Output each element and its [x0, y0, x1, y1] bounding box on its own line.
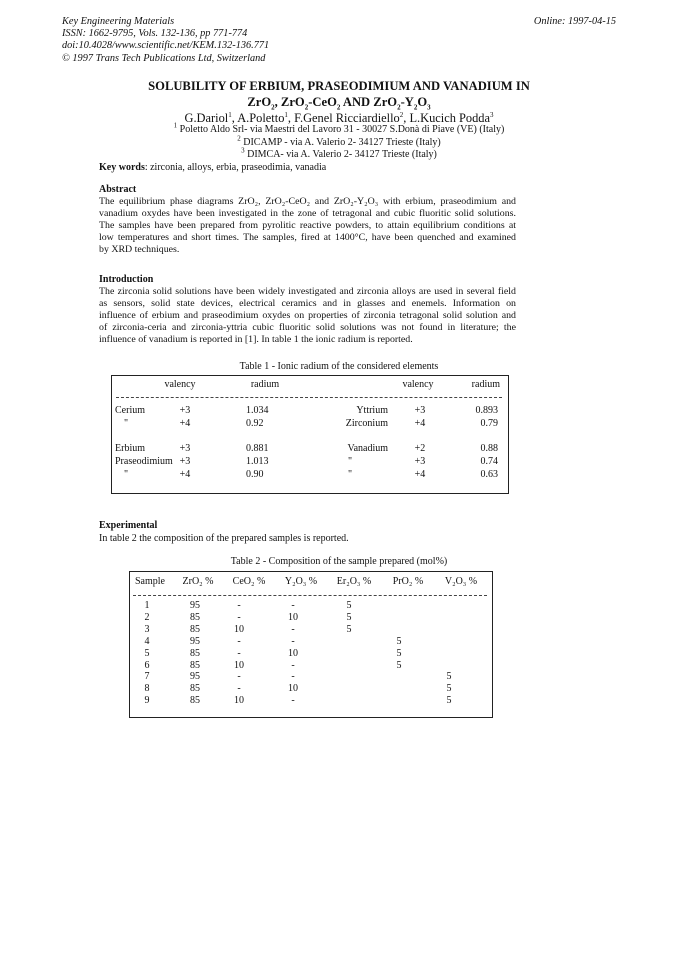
table2-cell: 5 — [346, 600, 352, 611]
abstract-line: The equilibrium phase diagrams ZrO₂, ZrO₂-CeO₂ and ZrO₂-Y₂O₃ with erbium, praseodimium and — [99, 196, 516, 207]
table1-header: radium — [250, 379, 280, 390]
table2-cell: - — [237, 683, 241, 695]
table1-element: Zirconium — [345, 418, 388, 429]
table2-cell: 95 — [190, 635, 200, 647]
table2-cell: 85 — [190, 695, 200, 707]
table2-cell: - — [237, 600, 241, 611]
table1-caption: Table 1 - Ionic radium of the considered elements — [239, 361, 439, 372]
table2-cell: 10 — [234, 623, 244, 635]
experimental-text: In table 2 the composition of the prepared samples is reported. — [99, 533, 349, 544]
journal-header — [62, 16, 269, 65]
table1-element: Praseodimium — [115, 456, 173, 467]
table2-caption: Table 2 - Composition of the sample prepared (mol%) — [230, 556, 448, 567]
table2-cell: 5 — [346, 611, 352, 623]
table1-radium: 0.63 — [480, 469, 498, 480]
table2-cell: 5 — [446, 671, 452, 683]
table1-divider — [116, 397, 502, 398]
table2-cell: 85 — [190, 659, 200, 671]
table1-radium: 0.88 — [480, 443, 498, 454]
introduction-line: influence of erbium and praseodimium oxydes on properties of zirconia tetragonal solid solution and — [99, 310, 516, 322]
doi-line: doi:10.4028/www.scientific.net/KEM.132-136.771 — [62, 40, 270, 52]
abstract-heading: Abstract — [99, 184, 137, 195]
table1-valency: +3 — [179, 443, 191, 454]
table2-cell: 95 — [190, 600, 200, 611]
online-date: Online: 1997-04-15 — [533, 16, 616, 27]
abstract-line: by XRD techniques. — [99, 244, 180, 256]
table2-cell: 10 — [234, 659, 244, 671]
copyright-line: © 1997 Trans Tech Publications Ltd, Switzerland — [62, 52, 266, 64]
table2-cell: - — [291, 600, 295, 611]
abstract-body — [99, 196, 516, 256]
issn-line: ISSN: 1662-9795, Vols. 132-136, pp 771-774 — [62, 28, 248, 40]
table2-cell: 95 — [190, 671, 200, 683]
table1-valency: +3 — [179, 456, 191, 467]
table2-cell: - — [237, 671, 241, 683]
table2-cell: 10 — [288, 683, 298, 695]
table1-valency: +3 — [414, 405, 426, 416]
abstract-line: low temperatures and short times. The samples, fired at 1400°C, have been quenched and examined — [99, 232, 516, 244]
table2-cell: - — [291, 659, 295, 671]
table1-element: " — [348, 456, 353, 467]
table2-cell: 5 — [144, 647, 150, 659]
table1-valency: +2 — [414, 443, 426, 454]
table1-header: radium — [471, 379, 500, 390]
table2-cell: 5 — [396, 635, 402, 647]
table1-valency: +4 — [179, 418, 191, 429]
table1-element: " — [124, 418, 129, 429]
table1-header: valency — [164, 379, 196, 390]
table1-valency: +3 — [179, 405, 191, 416]
table1-radium: 1.034 — [246, 405, 269, 416]
table1-valency: +3 — [414, 456, 426, 467]
table2-cell: 5 — [446, 695, 452, 707]
table1-header: valency — [402, 379, 434, 390]
table2-cell: - — [291, 623, 295, 635]
table1-element: Yttrium — [356, 405, 388, 416]
journal-name: Key Engineering Materials — [62, 16, 175, 27]
table2-cell: 5 — [396, 647, 402, 659]
table2-header: V₂O₃ % — [444, 576, 478, 587]
introduction-line: of zirconia-ceria and zirconia-yttria cubic fluoritic solid solutions was not found in literature; the — [99, 322, 516, 334]
table2-cell: 10 — [234, 695, 244, 707]
table1-valency: +4 — [414, 418, 426, 429]
table2-cell: 2 — [144, 611, 150, 623]
table2-cell: 5 — [346, 623, 352, 635]
table1-radium: 0.893 — [475, 405, 498, 416]
table1-radium: 1.013 — [246, 456, 269, 467]
abstract-line: vanadium oxydes have been investigated in the zone of tetragonal and cubic fluoritic solid solutions. — [99, 208, 516, 220]
table2-header: Er₂O₃ % — [336, 576, 372, 587]
table2-cell: - — [237, 647, 241, 659]
table1-element: Vanadium — [347, 443, 388, 454]
introduction-line: influence of vanadium is reported in [1]. In table 1 the ionic radium is reported. — [99, 334, 413, 346]
table1-radium: 0.92 — [246, 418, 264, 429]
table2-cell: 10 — [288, 647, 298, 659]
affiliation-3: $^3$ DIMCA- via A. Valerio 2- 34127 Trieste (Italy) — [241, 146, 437, 160]
table2-divider — [133, 595, 487, 596]
table2-cell: 8 — [144, 683, 150, 695]
table2-cell: 3 — [144, 623, 150, 635]
introduction-line: The zirconia solid solutions have been widely investigated and zirconia alloys are used in several field — [99, 286, 516, 297]
table2-header: Y₂O₃ % — [284, 576, 318, 587]
table2-cell: 10 — [288, 611, 298, 623]
table1-valency: +4 — [414, 469, 426, 480]
paper-title-line-1: SOLUBILITY OF ERBIUM, PRASEODIMIUM AND VANADIUM IN — [148, 79, 530, 93]
author-list: G.Dariol$^1$, A.Poletto$^1$, F.Genel Ricciardiello$^2$, L.Kucich Podda$^3$ — [184, 110, 494, 125]
table2-cell: 85 — [190, 647, 200, 659]
table2-cell: - — [237, 611, 241, 623]
table1-element: Cerium — [115, 405, 145, 416]
paper-title-line-2: ZrO$_2$, ZrO$_2$-CeO$_2$ AND $ZrO_2-Y_2O_3$ — [247, 95, 431, 112]
table2-header: PrO₂ % — [392, 576, 424, 587]
table2-cell: 9 — [144, 695, 150, 707]
introduction-body — [99, 286, 516, 346]
table2-header: CeO₂ % — [232, 576, 266, 587]
table2-cell: 1 — [144, 600, 150, 611]
table2-cell: 85 — [190, 611, 200, 623]
table2-header: ZrO₂ % — [182, 576, 214, 587]
abstract-line: The samples have been prepared from pyrolitic reactive powders, to attain equilibrium conditions at — [99, 220, 516, 232]
keywords: Key words: zirconia, alloys, erbia, praseodimia, vanadia — [99, 162, 327, 173]
introduction-heading: Introduction — [99, 274, 154, 285]
experimental-heading: Experimental — [99, 520, 158, 531]
table1-radium: 0.74 — [480, 456, 498, 467]
table1-radium: 0.79 — [480, 418, 498, 429]
table2-cell: 4 — [144, 635, 150, 647]
table2-cell: 85 — [190, 683, 200, 695]
table2-cell: - — [291, 671, 295, 683]
table2-cell: 7 — [144, 671, 150, 683]
affiliation-1: $^1$ Poletto Aldo Srl- via Maestri del Lavoro 31 - 30027 S.Donà di Piave (VE) (Italy) — [173, 121, 505, 135]
table2-cell: - — [291, 635, 295, 647]
table1-valency: +4 — [179, 469, 191, 480]
introduction-line: as sensors, solid state devices, electrical ceramics and in glasses and enemels. Information on — [99, 298, 516, 310]
table2-cell: - — [291, 695, 295, 707]
table1-element: " — [124, 469, 129, 480]
table2-cell: - — [237, 635, 241, 647]
affiliation-2: $^2$ DICAMP - via A. Valerio 2- 34127 Trieste (Italy) — [237, 134, 441, 148]
table1-radium: 0.881 — [246, 443, 269, 454]
table2-cell: 5 — [396, 659, 402, 671]
table2-cell: 5 — [446, 683, 452, 695]
table1-radium: 0.90 — [246, 469, 264, 480]
table2-header: Sample — [135, 576, 165, 587]
table2-cell: 85 — [190, 623, 200, 635]
table1-element: " — [348, 469, 353, 480]
table2-cell: 6 — [144, 659, 150, 671]
table1-element: Erbium — [115, 443, 145, 454]
